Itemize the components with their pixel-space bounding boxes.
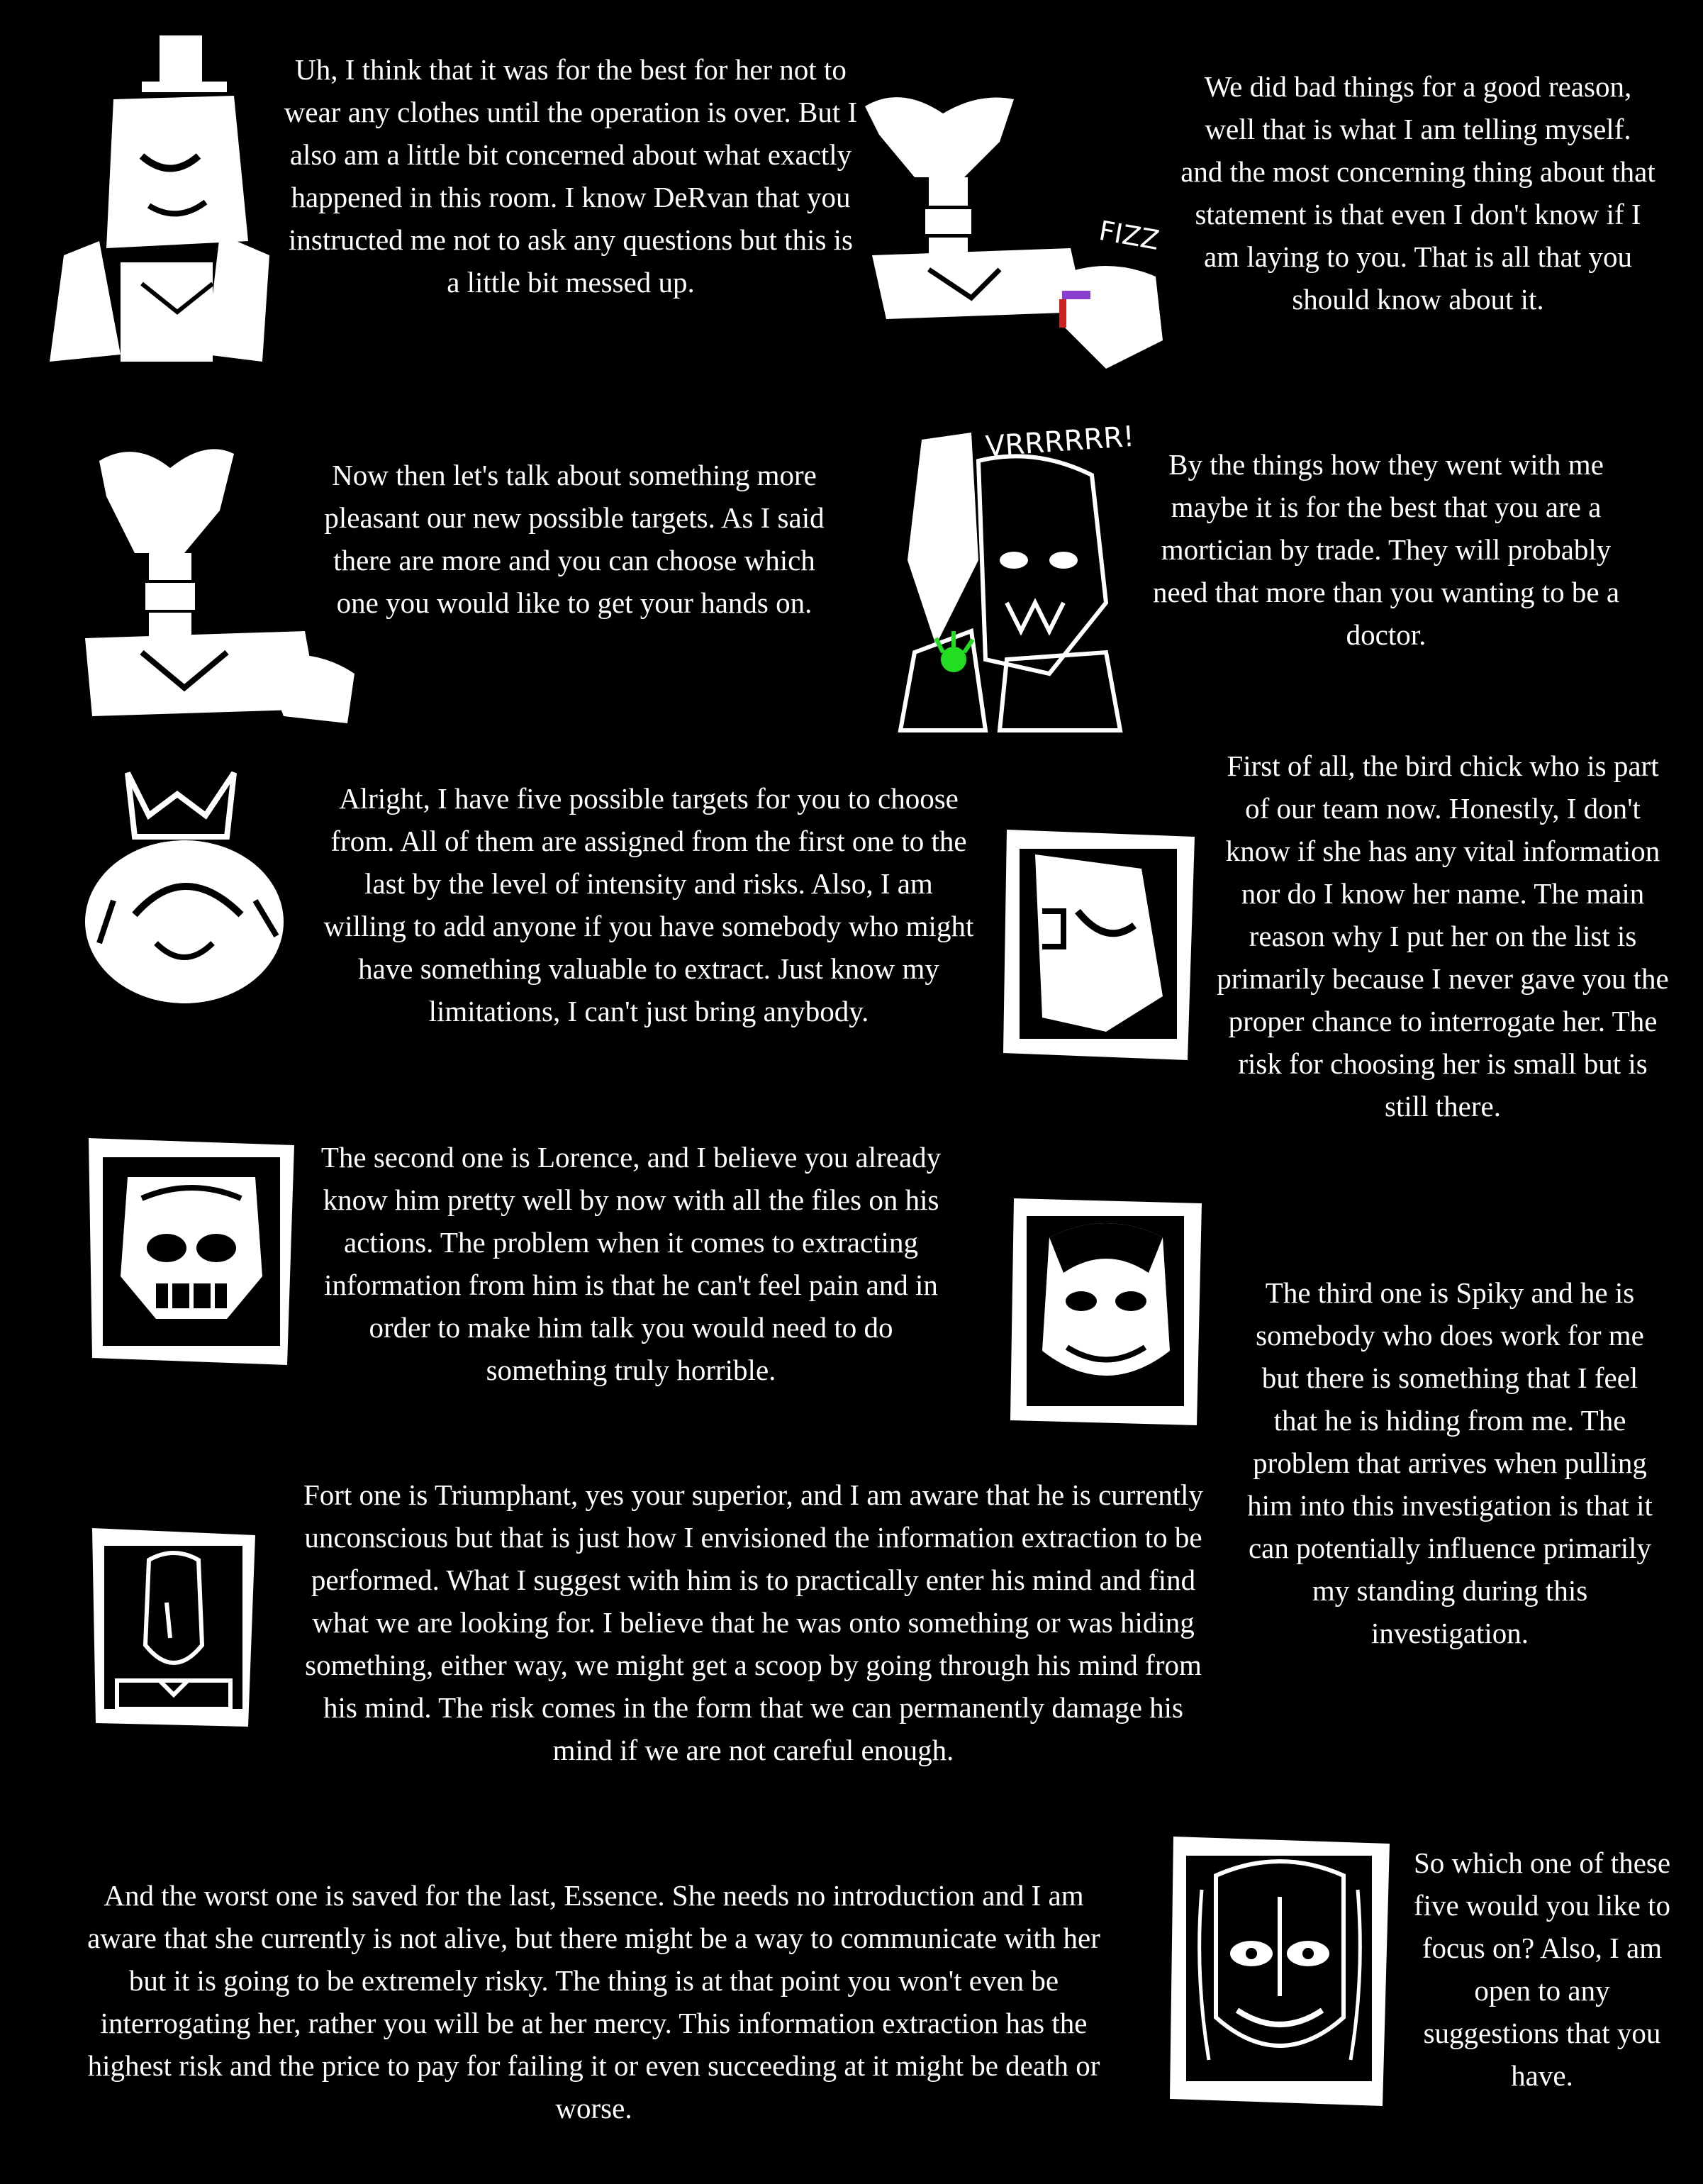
- dialogue-text-2: We did bad things for a good reason, well that is what I am telling myself. and the most concerning thing about that statement is that even I don't know if I am laying to you. That is all that you should know about it.: [1180, 70, 1655, 316]
- triumphant-portrait-icon: [89, 1525, 259, 1730]
- top-hat-character-figure: [35, 28, 277, 369]
- dialogue-text-10: And the worst one is saved for the last, Essence. She needs no introduction and I am aware that she currently is not alive, but there might be a way to communicate with her but it is going to be extremely risky. The thing is at that point you won't even be interrogating her, rather you will be at her mercy. This information extraction has the highest risk and the price to pay for failing it or even succeeding at it might be death or worse.: [87, 1879, 1100, 2124]
- horned-character-fizz-figure: [858, 92, 1177, 376]
- bird-chick-portrait: [1000, 826, 1198, 1064]
- growling-character-icon: [893, 418, 1134, 737]
- essence-portrait-icon: [1166, 1833, 1393, 2110]
- dialogue-text-5: Alright, I have five possible targets for you to choose from. All of them are assigned from the first one to the last by the level of intensity and risks. Also, I am willing to add anyone if you have somebody who might have something valuable to extract. Just know my limitations, I can't just bring anybody.: [323, 782, 974, 1027]
- top-hat-character-icon: [35, 28, 277, 369]
- dialogue-text-3: Now then let's talk about something more pleasant our new possible targets. As I said there are more and you can choose which one you would like to get your hands on.: [324, 459, 825, 619]
- spiky-portrait: [1007, 1195, 1205, 1429]
- bird-chick-portrait-icon: [1000, 826, 1198, 1064]
- lorence-portrait-icon: [85, 1135, 298, 1369]
- fizz-sound-effect: FIZZ: [1096, 214, 1162, 257]
- lorence-portrait: [85, 1135, 298, 1369]
- dialogue-text-1: Uh, I think that it was for the best for her not to wear any clothes until the operation is over. But I also am a little bit concerned about what exactly happened in this room. I know DeRvan that you instructed me not to ask any questions but this is a little bit messed up.: [284, 53, 858, 299]
- dialogue-text-7: The second one is Lorence, and I believe you already know him pretty well by now with all the files on his actions. The problem when it comes to extracting information from him is that he can't feel pain and in order to make him talk you would need to do something truly horrible.: [320, 1141, 942, 1386]
- dialogue-text-9: Fort one is Triumphant, yes your superior, and I am aware that he is currently unconscious but that is just how I envisioned the information extraction to be performed. What I suggest with him is to practically enter his mind and find what we are looking for. I believe that he was onto something or was hiding something, either way, we might get a scoop by going through his mind from his mind. The risk comes in the form that we can permanently damage his mind if we are not careful enough.: [303, 1478, 1204, 1766]
- dialogue-text-11: So which one of these five would you like to focus on? Also, I am open to any suggestions that you have.: [1413, 1846, 1671, 2092]
- triumphant-portrait: [89, 1525, 259, 1730]
- crowned-character-figure: [71, 759, 312, 1014]
- dialogue-text-6: First of all, the bird chick who is part of our team now. Honestly, I don't know if she has any vital information nor do I know her name. The main reason why I put her on the list is primarily because I never gave you the proper chance to interrogate her. The risk for choosing her is small but is still there.: [1217, 750, 1669, 1122]
- dialogue-text-4: By the things how they went with me maybe it is for the best that you are a mortician by trade. They will probably need that more than you wanting to be a doctor.: [1152, 448, 1620, 651]
- essence-portrait: [1166, 1833, 1393, 2110]
- crowned-character-icon: [71, 759, 312, 1014]
- dialogue-text-8: The third one is Spiky and he is somebody who does work for me but there is something that I feel that he is hiding from me. The problem that arrives when pulling him into this investigation is that it can potentially influence primarily my standing during this investigation.: [1247, 1276, 1653, 1649]
- growling-character-figure: [893, 418, 1134, 737]
- spiky-portrait-icon: [1007, 1195, 1205, 1429]
- growl-sound-effect: VRRRRRR!: [984, 420, 1136, 464]
